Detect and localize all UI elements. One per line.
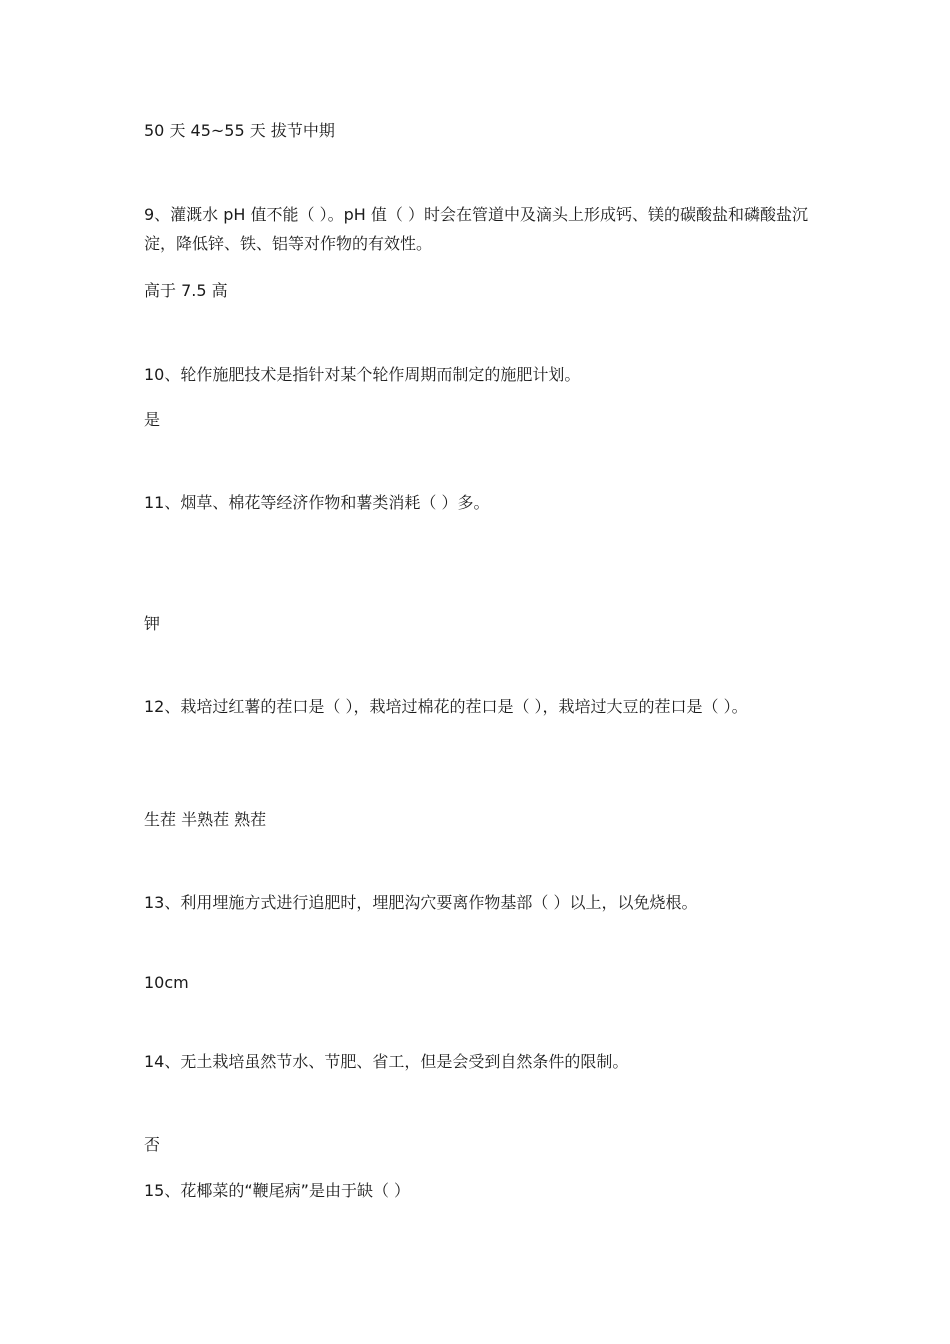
question-10: 10、轮作施肥技术是指针对某个轮作周期而制定的施肥计划。: [144, 365, 581, 384]
answer-14: 否: [144, 1135, 161, 1154]
question-15: 15、花椰菜的“鞭尾病”是由于缺（ ）: [144, 1181, 411, 1200]
answer-9: 高于 7.5 高: [144, 281, 228, 300]
question-11: 11、烟草、棉花等经济作物和薯类消耗（ ）多。: [144, 493, 490, 512]
question-9: 9、灌溉水 pH 值不能（ ）。pH 值（ ）时会在管道中及滴头上形成钙、镁的碳酸盐和磷酸盐沉淀，降低锌、铁、铝等对作物的有效性。: [144, 205, 808, 253]
question-13: 13、利用埋施方式进行追肥时，埋肥沟穴要离作物基部（ ）以上，以免烧根。: [144, 893, 698, 912]
question-14: 14、无土栽培虽然节水、节肥、省工，但是会受到自然条件的限制。: [144, 1052, 629, 1071]
answer-11: 钾: [144, 614, 161, 633]
answer-13: 10cm: [144, 973, 189, 992]
answer-12: 生茬 半熟茬 熟茬: [144, 810, 267, 829]
question-12: 12、栽培过红薯的茬口是（ ），栽培过棉花的茬口是（ ），栽培过大豆的茬口是（ ）。: [144, 697, 748, 716]
answer-8: 50 天 45~55 天 拔节中期: [144, 121, 335, 140]
answer-10: 是: [144, 410, 161, 429]
